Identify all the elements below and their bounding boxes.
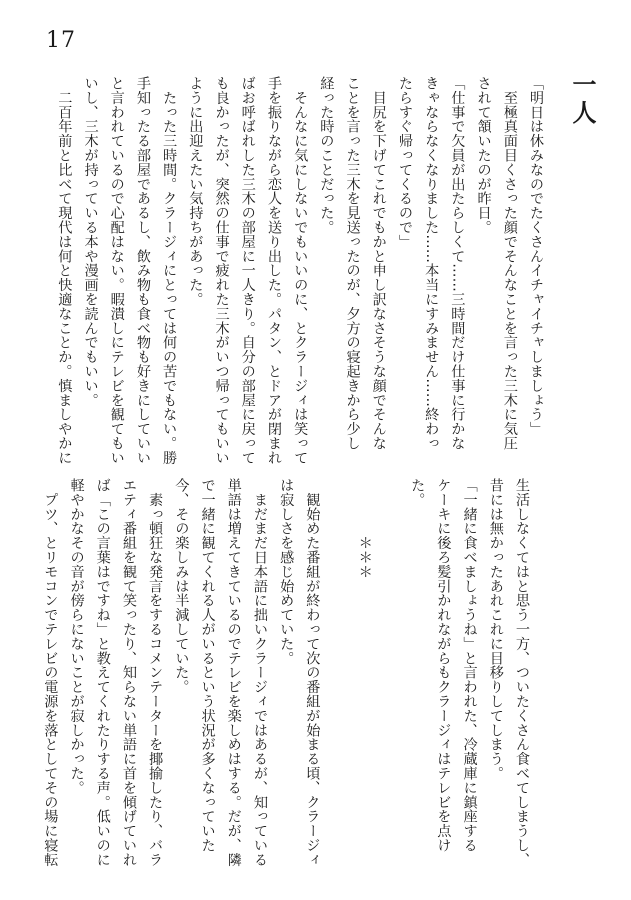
text-line: 単語は増えてきているのでテレビを楽しめはする。だが、隣: [225, 478, 242, 867]
text-line: まだまだ日本語に拙いクラージィではあるが、知っている: [251, 478, 268, 867]
text-line: ように出迎えたい気持ちがあった。: [187, 76, 204, 307]
text-line: そんなに気にしないでもいいのに、とクラージィは笑って: [292, 76, 309, 465]
text-line: 生活しなくてはと思う一方、ついたくさん食べてしまうし、: [514, 478, 530, 867]
chapter-title: 一人: [568, 72, 597, 128]
text-line: 「一緒に食べましょうね」と言われた、冷蔵庫に鎮座する: [461, 478, 478, 853]
text-line: 経った時のことだった。: [318, 76, 335, 235]
text-line: たった三時間。クラージィにとっては何の苦でもない。勝: [161, 76, 178, 465]
text-line: 軽やかなその音が傍らにないことが寂しかった。: [68, 478, 85, 795]
text-line: たらすぐ帰ってくるので」: [396, 76, 413, 249]
text-line: た。: [409, 478, 426, 507]
text-line: いし、三木が持っている本や漫画を読んでもいい。: [82, 76, 99, 408]
text-line: 二百年前と比べて現代は何と快適なことか。慎ましやかに: [56, 76, 73, 465]
text-line: ば「この言葉はですね」と教えてくれたりする声。低いのに: [94, 478, 111, 867]
text-line: ばお呼ばれした三木の部屋に一人きり。自分の部屋に戻って: [239, 76, 256, 465]
text-line: 素っ頓狂な発言をするコメンテーターを揶揄したり、バラ: [147, 478, 164, 867]
text-line: 手を振りながら恋人を送り出した。パタン、とドアが閉まれ: [265, 76, 282, 465]
text-line: ＊＊＊: [356, 478, 373, 579]
text-line: 昔には無かったあれこれに目移りしてしまう。: [487, 478, 504, 781]
text-line: ケーキに後ろ髪引かれながらもクラージィはテレビを点け: [435, 478, 452, 853]
text-line: [378, 478, 404, 848]
text-line: 観始めた番組が終わって次の番組が始まる頃、クラージィ: [304, 478, 321, 867]
lower-text-block: [37, 478, 535, 867]
text-line: で一緒に観てくれる人がいるという状況が多くなっていた: [199, 478, 216, 853]
text-line: エティ番組を観て笑ったり、知らない単語に首を傾げていれ: [120, 478, 137, 867]
text-line: ことを言った三木を見送ったのが、夕方の寝起きから少し: [344, 76, 361, 451]
text-line: 今、その楽しみは半減していた。: [173, 478, 190, 694]
text-line: [325, 478, 351, 848]
upper-text-block: [51, 76, 549, 465]
text-line: されて頷いたのが昨日。: [475, 76, 492, 235]
page-number: 17: [46, 28, 76, 53]
text-line: と言われているので心配はない。暇潰しにテレビを観てもい: [108, 76, 125, 465]
text-line: 手知ったる部屋であるし、飲み物も食べ物も好きにしていい: [134, 76, 151, 465]
text-line: プツ、とリモコンでテレビの電源を落としてその場に寝転: [42, 478, 59, 867]
text-line: 至極真面目くさった顔でそんなことを言った三木に気圧: [501, 76, 518, 451]
text-line: も良かったが、突然の仕事で疲れた三木がいつ帰ってもいい: [213, 76, 230, 465]
text-line: 「仕事で欠員が出たらしくて……三時間だけ仕事に行かな: [449, 76, 466, 451]
text-line: きゃならなくなりました……本当にすみません……終わっ: [423, 76, 440, 451]
text-line: 目尻を下げてこれでもかと申し訳なさそうな顔でそんな: [370, 76, 387, 451]
text-line: 「明日は休みなのでたくさんイチャイチャしましょう」: [528, 76, 544, 436]
text-line: は寂しさを感じ始めていた。: [278, 478, 295, 666]
